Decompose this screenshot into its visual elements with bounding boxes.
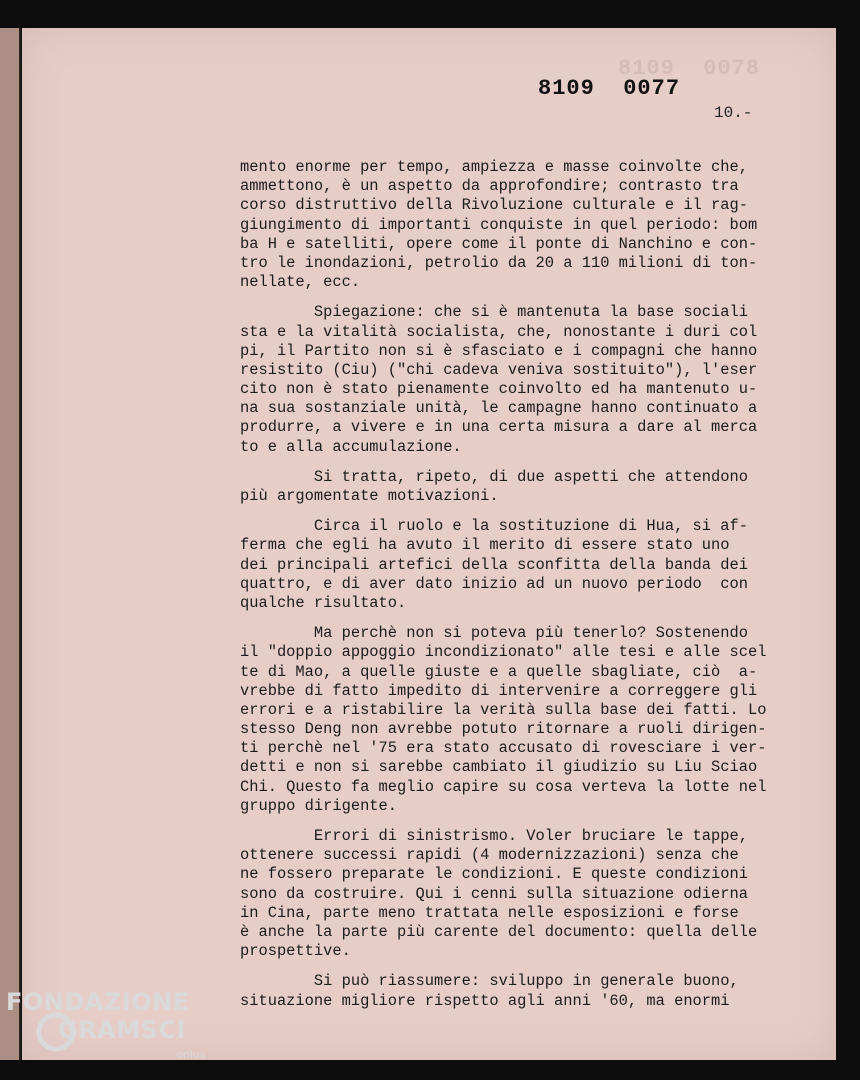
text-line: corso distruttivo della Rivoluzione culturale e il rag- bbox=[240, 196, 748, 215]
bleed-through-number: 8109 0078 bbox=[618, 56, 761, 81]
text-line: tro le inondazioni, petrolio da 20 a 110 milioni di ton- bbox=[240, 253, 758, 272]
document-number: 8109 0077 bbox=[538, 76, 681, 101]
paragraph bbox=[240, 624, 800, 816]
text-line: Ma perchè non si poteva più tenerlo? Sostenendo bbox=[240, 624, 748, 643]
text-line: è anche la parte più carente del documento: quella delle bbox=[240, 922, 758, 941]
page-number: 10.- bbox=[714, 104, 753, 122]
text-line: più argomentate motivazioni. bbox=[240, 487, 499, 505]
text-line: errori e a ristabilire la verità sulla base dei fatti. Lo bbox=[240, 700, 767, 719]
paragraph bbox=[240, 303, 800, 457]
text-line: sta e la vitalità socialista, che, nonostante i duri col bbox=[240, 322, 758, 341]
text-line: Si può riassumere: sviluppo in generale buono, bbox=[240, 972, 739, 991]
paragraph bbox=[240, 468, 800, 506]
text-line: produrre, a vivere e in una certa misura a dare al merca bbox=[240, 418, 758, 437]
paragraph bbox=[240, 827, 800, 961]
text-line: mento enorme per tempo, ampiezza e masse coinvolte che, bbox=[240, 158, 748, 176]
text-line: situazione migliore rispetto agli anni '60, ma enormi bbox=[240, 991, 730, 1010]
text-line: Errori di sinistrismo. Voler bruciare le tappe, bbox=[240, 827, 748, 845]
text-line: stesso Deng non avrebbe potuto ritornare a ruoli dirigen- bbox=[240, 720, 767, 739]
text-line: pi, il Partito non si è sfasciato e i compagni che hanno bbox=[240, 341, 758, 360]
text-line: sono da costruire. Qui i cenni sulla situazione odierna bbox=[240, 884, 748, 903]
text-line: in Cina, parte meno trattata nelle esposizioni e forse bbox=[240, 903, 739, 922]
paragraph bbox=[240, 972, 800, 1010]
text-line: ne fossero preparate le condizioni. E queste condizioni bbox=[240, 865, 748, 884]
text-line: quattro, e di aver dato inizio ad un nuovo periodo con bbox=[240, 574, 748, 593]
text-line: cito non è stato pienamente coinvolto ed ha mantenuto u- bbox=[240, 380, 758, 399]
text-line: Spiegazione: che si è mantenuta la base sociali bbox=[240, 303, 748, 322]
text-line: ferma che egli ha avuto il merito di essere stato uno bbox=[240, 536, 730, 555]
body-text bbox=[240, 158, 800, 1022]
text-line: ottenere successi rapidi (4 modernizzazioni) senza che bbox=[240, 846, 739, 865]
text-line: Circa il ruolo e la sostituzione di Hua, si af- bbox=[240, 517, 748, 536]
text-line: ba H e satelliti, opere come il ponte di Nanchino e con- bbox=[240, 234, 758, 253]
text-line: qualche risultato. bbox=[240, 593, 407, 612]
adjacent-page-edge bbox=[0, 28, 21, 1060]
text-line: nellate, ecc. bbox=[240, 273, 361, 292]
text-line: vrebbe di fatto impedito di intervenire a correggere gli bbox=[240, 681, 758, 700]
text-line: gruppo dirigente. bbox=[240, 796, 398, 815]
text-line: dei principali artefici della sconfitta della banda dei bbox=[240, 555, 748, 574]
watermark-line3: onlus bbox=[176, 1048, 206, 1061]
text-line: Chi. Questo fa meglio capire su cosa verteva la lotte nel bbox=[240, 777, 767, 796]
paragraph bbox=[240, 517, 800, 613]
text-line: to e alla accumulazione. bbox=[240, 437, 462, 456]
text-line: prospettive. bbox=[240, 942, 351, 961]
text-line: Si tratta, ripeto, di due aspetti che attendono bbox=[240, 467, 748, 486]
paragraph bbox=[240, 158, 800, 292]
text-line: te di Mao, a quelle giuste e a quelle sbagliate, ciò a- bbox=[240, 662, 758, 681]
text-line: detti e non si sarebbe cambiato il giudizio su Liu Sciao bbox=[240, 758, 758, 777]
text-line: ti perchè nel '75 era stato accusato di rovesciare i ver- bbox=[240, 739, 767, 758]
text-line: na sua sostanziale unità, le campagne hanno continuato a bbox=[240, 399, 758, 418]
text-line: giungimento di importanti conquiste in quel periodo: bom bbox=[240, 215, 758, 234]
watermark-line1: FONDAZIONE bbox=[6, 988, 190, 1016]
watermark-line2: GRAMSCI bbox=[58, 1016, 186, 1044]
text-line: resistito (Ciu) ("chi cadeva veniva sostituito"), l'eser bbox=[240, 360, 758, 379]
text-line: il "doppio appoggio incondizionato" alle tesi e alle scel bbox=[240, 643, 767, 662]
fondazione-gramsci-watermark bbox=[6, 988, 220, 1066]
text-line: ammettono, è un aspetto da approfondire; contrasto tra bbox=[240, 177, 739, 196]
